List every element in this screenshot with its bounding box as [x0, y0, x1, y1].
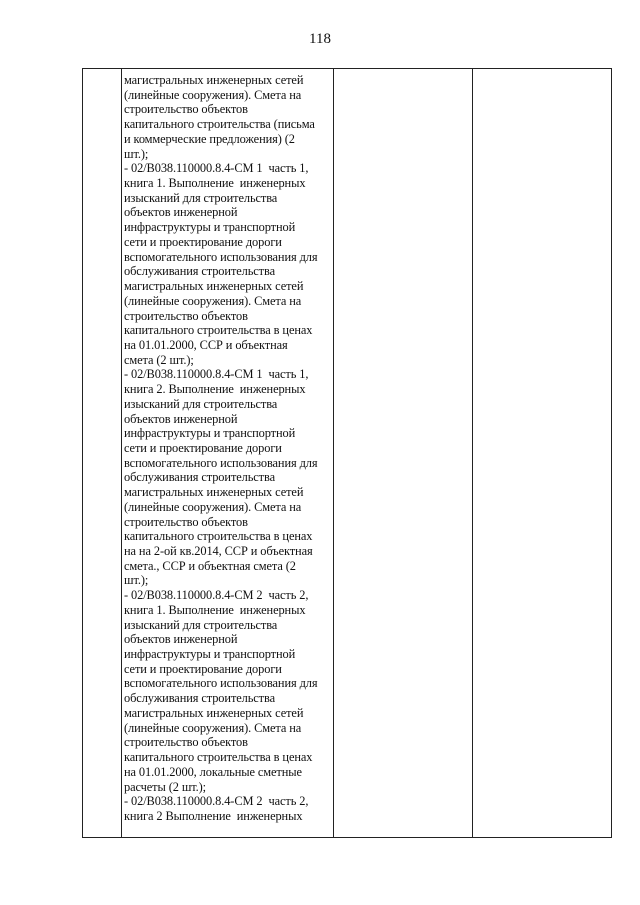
description-line: книга 2. Выполнение инженерных	[124, 382, 306, 397]
description-text	[124, 73, 333, 824]
description-line: книга 1. Выполнение инженерных	[124, 176, 306, 191]
description-line: обслуживания строительства	[124, 264, 275, 279]
description-line: (линейные сооружения). Смета на	[124, 720, 302, 735]
description-line: магистральных инженерных сетей	[124, 73, 304, 87]
description-line: сети и проектирование дороги	[124, 661, 282, 676]
description-line: магистральных инженерных сетей	[124, 279, 304, 294]
description-line: на на 2-ой кв.2014, ССР и объектная	[124, 544, 313, 558]
description-line: сети и проектирование дороги	[124, 234, 282, 249]
table-row	[83, 69, 612, 838]
description-line: смета., ССР и объектная смета (2	[124, 558, 296, 573]
description-line: (линейные сооружения). Смета на	[124, 499, 302, 514]
description-line: сети и проектирование дороги	[124, 440, 282, 455]
description-line: на 01.01.2000, локальные сметные	[124, 764, 302, 779]
description-line: изысканий для строительства	[124, 617, 278, 632]
description-line: вспомогательного использования для	[124, 676, 318, 691]
description-line: магистральных инженерных сетей	[124, 705, 304, 720]
description-line: обслуживания строительства	[124, 470, 275, 485]
description-line: инфраструктуры и транспортной	[124, 426, 296, 441]
row-number-cell	[83, 69, 122, 838]
description-line: объектов инженерной	[124, 411, 238, 426]
description-line: вспомогательного использования для	[124, 455, 318, 470]
description-line: изысканий для строительства	[124, 190, 278, 205]
description-line: строительство объектов	[124, 308, 248, 323]
description-line: (линейные сооружения). Смета на	[124, 87, 302, 102]
description-cell	[122, 69, 334, 838]
description-line: капитального строительства (письма	[124, 117, 315, 132]
description-line: книга 1. Выполнение инженерных	[124, 602, 306, 617]
description-line: смета (2 шт.);	[124, 352, 194, 367]
page-number: 118	[309, 31, 331, 47]
description-line: капитального строительства в ценах	[124, 750, 313, 765]
description-line: - 02/В038.110000.8.4-СМ 1 часть 1,	[124, 367, 309, 382]
column-4-cell	[473, 69, 612, 838]
description-line: - 02/В038.110000.8.4-СМ 2 часть 2,	[124, 794, 309, 809]
description-line: и коммерческие предложения) (2	[124, 131, 295, 146]
description-line: - 02/В038.110000.8.4-СМ 1 часть 1,	[124, 161, 309, 176]
description-line: строительство объектов	[124, 514, 248, 529]
description-line: инфраструктуры и транспортной	[124, 220, 296, 235]
description-line: изысканий для строительства	[124, 396, 278, 411]
description-line: инфраструктуры и транспортной	[124, 647, 296, 662]
description-line: магистральных инженерных сетей	[124, 485, 304, 500]
description-line: расчеты (2 шт.);	[124, 779, 207, 794]
description-line: капитального строительства в ценах	[124, 323, 313, 338]
column-3-cell	[334, 69, 473, 838]
description-line: на 01.01.2000, ССР и объектная	[124, 337, 288, 352]
description-line: объектов инженерной	[124, 632, 238, 647]
description-line: шт.);	[124, 573, 149, 588]
description-line: шт.);	[124, 146, 149, 161]
description-line: капитального строительства в ценах	[124, 529, 313, 544]
description-line: (линейные сооружения). Смета на	[124, 293, 302, 308]
document-table	[82, 68, 612, 838]
description-line: - 02/В038.110000.8.4-СМ 2 часть 2,	[124, 588, 309, 603]
description-line: вспомогательного использования для	[124, 249, 318, 264]
description-line: обслуживания строительства	[124, 691, 275, 706]
description-line: объектов инженерной	[124, 205, 238, 220]
description-line: книга 2 Выполнение инженерных	[124, 808, 303, 823]
description-line: строительство объектов	[124, 735, 248, 750]
description-line: строительство объектов	[124, 102, 248, 117]
